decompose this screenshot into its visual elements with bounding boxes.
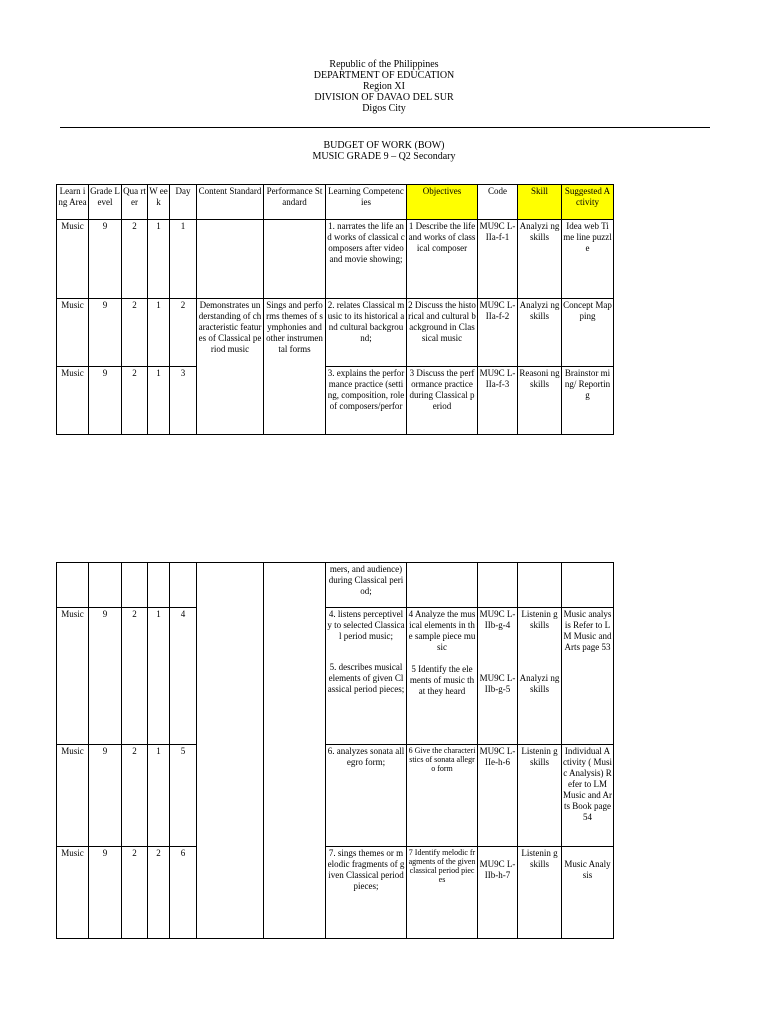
cell-quarter: 2: [122, 847, 148, 939]
header-week: W ee k: [148, 185, 170, 220]
code-5: MU9C L-IIb-g-5: [479, 673, 516, 694]
cell-grade: 9: [89, 367, 122, 435]
objective-4: 4 Analyze the musical elements in the sample piece music: [408, 609, 476, 652]
document-header: [0, 59, 768, 114]
cell-skill: [518, 608, 562, 745]
cell-content-standard-blank: [197, 563, 264, 939]
header-code: Code: [478, 185, 518, 220]
budget-of-work-table: [56, 184, 614, 435]
cell-competency: mers, and audience) during Classical period;: [326, 563, 407, 608]
cell-week: 1: [148, 745, 170, 847]
header-line-city: Digos City: [362, 103, 406, 114]
cell-empty: [407, 563, 478, 608]
table-row-continuation: [57, 563, 614, 608]
cell-activity: Idea web Time line puzzle: [562, 220, 614, 299]
header-grade-level: Grade Level: [89, 185, 122, 220]
cell-competency: 7. sings themes or melodic fragments of given Classical period pieces;: [326, 847, 407, 939]
cell-empty: [518, 563, 562, 608]
cell-performance-standard: Sings and performs themes of symphonies and other instrumental forms: [264, 299, 326, 435]
cell-activity: Individual Activity ( Music Analysis) Refer to LM Music and Arts Book page 54: [562, 745, 614, 847]
cell-quarter: 2: [122, 608, 148, 745]
cell-objective: [407, 608, 478, 745]
cell-week: 2: [148, 847, 170, 939]
cell-area: Music: [57, 745, 89, 847]
cell-activity: Brainstor ming/ Reporting: [562, 367, 614, 435]
skill-4: Listenin g skills: [521, 609, 558, 630]
cell-grade: 9: [89, 299, 122, 367]
cell-day: 1: [170, 220, 197, 299]
cell-activity: [562, 847, 614, 939]
title-line-bow: BUDGET OF WORK (BOW): [323, 140, 445, 151]
cell-activity: Music analysis Refer to LM Music and Arts page 53: [562, 608, 614, 745]
cell-quarter: 2: [122, 745, 148, 847]
header-quarter: Qua rter: [122, 185, 148, 220]
cell-day: 5: [170, 745, 197, 847]
cell-skill: Analyzi ng skills: [518, 299, 562, 367]
cell-grade: 9: [89, 220, 122, 299]
cell-objective: 7 Identify melodic fragments of the given classical period pieces: [407, 847, 478, 939]
cell-objective: 2 Discuss the historical and cultural background in Classical music: [407, 299, 478, 367]
competency-4: 4. listens perceptively to selected Classical period music;: [327, 609, 405, 641]
cell-day: 2: [170, 299, 197, 367]
cell-empty: [170, 563, 197, 608]
cell-empty: [89, 563, 122, 608]
cell-content-standard: [197, 220, 264, 299]
table-header-row: [57, 185, 614, 220]
code-4: MU9C L-IIb-g-4: [479, 609, 516, 630]
cell-competency: 3. explains the performance practice (setting, composition, role of composers/perfor: [326, 367, 407, 435]
cell-week: 1: [148, 608, 170, 745]
cell-day: 4: [170, 608, 197, 745]
cell-code: [478, 608, 518, 745]
header-suggested-activity: Suggested Activity: [562, 185, 614, 220]
cell-activity: Concept Mapping: [562, 299, 614, 367]
cell-code: MU9C L-IIa-f-3: [478, 367, 518, 435]
cell-day: 3: [170, 367, 197, 435]
table-row: [57, 367, 614, 435]
cell-objective: 6 Give the characteristics of sonata allegro form: [407, 745, 478, 847]
cell-quarter: 2: [122, 367, 148, 435]
code-7: MU9C L-IIb-h-7: [479, 859, 516, 880]
cell-empty: [148, 563, 170, 608]
document-title: [0, 140, 768, 162]
objective-5: 5 Identify the elements of music that they heard: [409, 664, 475, 696]
cell-day: 6: [170, 847, 197, 939]
table-row: [57, 847, 614, 939]
header-line-deped: DEPARTMENT OF EDUCATION: [313, 70, 455, 81]
cell-skill: Listenin g skills: [518, 745, 562, 847]
cell-competency: [326, 608, 407, 745]
header-learning-area: Learn ing Area: [57, 185, 89, 220]
cell-quarter: 2: [122, 220, 148, 299]
header-learning-competencies: Learning Competencies: [326, 185, 407, 220]
cell-week: 1: [148, 299, 170, 367]
cell-competency: 1. narrates the life and works of classical composers after video and movie showing;: [326, 220, 407, 299]
budget-of-work-table-continued: [56, 562, 614, 939]
cell-code: MU9C L-IIa-f-1: [478, 220, 518, 299]
table-row: [57, 299, 614, 367]
cell-grade: 9: [89, 608, 122, 745]
cell-area: Music: [57, 367, 89, 435]
cell-skill: Reasoni ng skills: [518, 367, 562, 435]
cell-code: [478, 847, 518, 939]
cell-area: Music: [57, 847, 89, 939]
header-skill: Skill: [518, 185, 562, 220]
cell-objective: 1 Describe the life and works of classical composer: [407, 220, 478, 299]
header-line-region: Region XI: [363, 81, 405, 92]
header-content-standard: Content Standard: [197, 185, 264, 220]
cell-performance-standard: [264, 220, 326, 299]
cell-empty: [57, 563, 89, 608]
skill-5: Analyzi ng skills: [519, 673, 560, 694]
cell-grade: 9: [89, 745, 122, 847]
header-line-division: DIVISION OF DAVAO DEL SUR: [314, 92, 454, 103]
cell-performance-standard-blank: [264, 563, 326, 939]
cell-empty: [478, 563, 518, 608]
cell-empty: [562, 563, 614, 608]
cell-area: Music: [57, 299, 89, 367]
table-row: [57, 220, 614, 299]
cell-skill: Listenin g skills: [518, 847, 562, 939]
competency-5: 5. describes musical elements of given Classical period pieces;: [327, 662, 405, 694]
cell-grade: 9: [89, 847, 122, 939]
cell-quarter: 2: [122, 299, 148, 367]
cell-competency: 2. relates Classical music to its historical and cultural background;: [326, 299, 407, 367]
header-line-republic: Republic of the Philippines: [329, 59, 439, 70]
cell-objective: 3 Discuss the performance practice during Classical period: [407, 367, 478, 435]
header-objectives: Objectives: [407, 185, 478, 220]
cell-competency: 6. analyzes sonata allegro form;: [326, 745, 407, 847]
table-row: [57, 745, 614, 847]
table-row: [57, 608, 614, 745]
cell-code: MU9C L-IIe-h-6: [478, 745, 518, 847]
cell-week: 1: [148, 367, 170, 435]
cell-skill: Analyzi ng skills: [518, 220, 562, 299]
cell-content-standard: Demonstrates understanding of characteristic features of Classical period music: [197, 299, 264, 435]
header-divider: [60, 127, 710, 128]
header-performance-standard: Performance Standard: [264, 185, 326, 220]
cell-area: Music: [57, 220, 89, 299]
cell-area: Music: [57, 608, 89, 745]
header-day: Day: [170, 185, 197, 220]
title-line-subject: MUSIC GRADE 9 – Q2 Secondary: [312, 151, 456, 162]
activity-7: Music Analysis: [564, 859, 611, 880]
cell-empty: [122, 563, 148, 608]
cell-code: MU9C L-IIa-f-2: [478, 299, 518, 367]
cell-week: 1: [148, 220, 170, 299]
